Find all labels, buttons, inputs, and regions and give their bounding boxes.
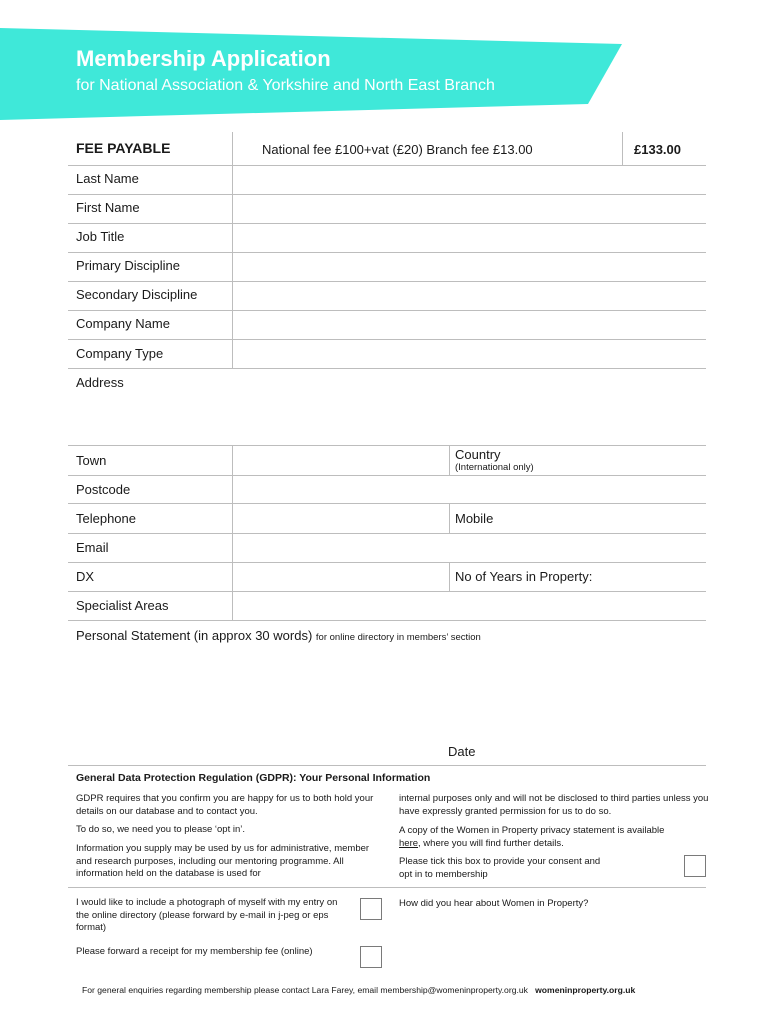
gdpr-left-paragraph: To do so, we need you to please ‘opt in’. xyxy=(76,824,246,835)
divider xyxy=(68,339,706,340)
fee-description: National fee £100+vat (£20) Branch fee £13.00 xyxy=(262,142,533,157)
hear-about-text: How did you hear about Women in Property? xyxy=(399,898,589,909)
divider xyxy=(232,132,233,166)
privacy-text: A copy of the Women in Property privacy statement is available xyxy=(399,825,665,836)
secondary-discipline-label: Secondary Discipline xyxy=(76,287,198,302)
page-title: Membership Application xyxy=(76,46,331,71)
privacy-text-end: , where you will find further details. xyxy=(418,837,564,849)
divider xyxy=(68,591,706,592)
footer-website-link[interactable]: womeninproperty.org.uk xyxy=(535,985,636,995)
divider xyxy=(68,533,706,534)
town-label: Town xyxy=(76,453,107,468)
company-name-label: Company Name xyxy=(76,316,170,331)
photo-checkbox[interactable] xyxy=(360,898,382,920)
divider xyxy=(232,445,233,620)
consent-checkbox[interactable] xyxy=(684,855,706,877)
header-banner xyxy=(0,0,770,130)
gdpr-left-paragraph: Information you supply may be used by us for administrative, member and research purposes, including our mentoring programme. All information held on the database is used for xyxy=(76,843,370,879)
years-in-property-label: No of Years in Property: xyxy=(455,569,593,584)
divider xyxy=(68,765,706,766)
last-name-label: Last Name xyxy=(76,171,139,186)
gdpr-right-paragraph: internal purposes only and will not be disclosed to third parties unless you have expressly granted permission for us to do so. xyxy=(399,793,709,817)
divider xyxy=(68,620,706,621)
postcode-label: Postcode xyxy=(76,482,131,497)
footer xyxy=(82,985,635,995)
receipt-checkbox[interactable] xyxy=(360,946,382,968)
divider xyxy=(68,475,706,476)
divider xyxy=(68,887,706,888)
photo-text: I would like to include a photograph of myself with my entry on the online directory (please forward by e-mail in j-peg or eps format) xyxy=(76,897,338,933)
divider xyxy=(68,445,706,446)
divider xyxy=(68,194,706,195)
divider xyxy=(68,368,706,369)
fee-label: FEE PAYABLE xyxy=(76,140,171,156)
privacy-statement-link[interactable]: here xyxy=(399,837,419,849)
divider xyxy=(622,132,623,166)
date-label: Date xyxy=(448,744,476,759)
gdpr-left-paragraph: GDPR requires that you confirm you are happy for us to both hold your details on our database and to contact you. xyxy=(76,793,374,817)
divider xyxy=(232,165,233,368)
personal-statement-label xyxy=(76,628,481,643)
divider xyxy=(68,562,706,563)
job-title-label: Job Title xyxy=(76,229,125,244)
dx-label: DX xyxy=(76,569,95,584)
footer-text: For general enquiries regarding membership please contact Lara Farey, email membership@womeninproperty.org.uk xyxy=(82,985,528,995)
gdpr-privacy-paragraph xyxy=(399,825,709,850)
receipt-text: Please forward a receipt for my membership fee (online) xyxy=(76,946,313,957)
divider xyxy=(68,503,706,504)
company-type-label: Company Type xyxy=(76,346,164,361)
personal-statement-title: Personal Statement (in approx 30 words) xyxy=(76,628,313,643)
divider xyxy=(68,310,706,311)
primary-discipline-label: Primary Discipline xyxy=(76,258,181,273)
divider xyxy=(68,252,706,253)
country-note: (International only) xyxy=(455,462,534,473)
mobile-label: Mobile xyxy=(455,511,494,526)
divider xyxy=(449,445,450,475)
consent-text: Please tick this box to provide your consent and opt in to membership xyxy=(399,856,601,880)
divider xyxy=(449,562,450,591)
gdpr-title: General Data Protection Regulation (GDPR): Your Personal Information xyxy=(76,772,431,784)
address-label: Address xyxy=(76,375,124,390)
specialist-areas-label: Specialist Areas xyxy=(76,598,169,613)
personal-statement-note: for online directory in members’ section xyxy=(315,632,481,643)
divider xyxy=(68,223,706,224)
page-subtitle: for National Association & Yorkshire and North East Branch xyxy=(76,77,495,94)
email-label: Email xyxy=(76,540,109,555)
divider xyxy=(449,503,450,533)
fee-total: £133.00 xyxy=(634,142,681,157)
divider xyxy=(68,165,706,166)
country-label: Country xyxy=(455,447,501,462)
divider xyxy=(68,281,706,282)
telephone-label: Telephone xyxy=(76,511,136,526)
first-name-label: First Name xyxy=(76,200,140,215)
